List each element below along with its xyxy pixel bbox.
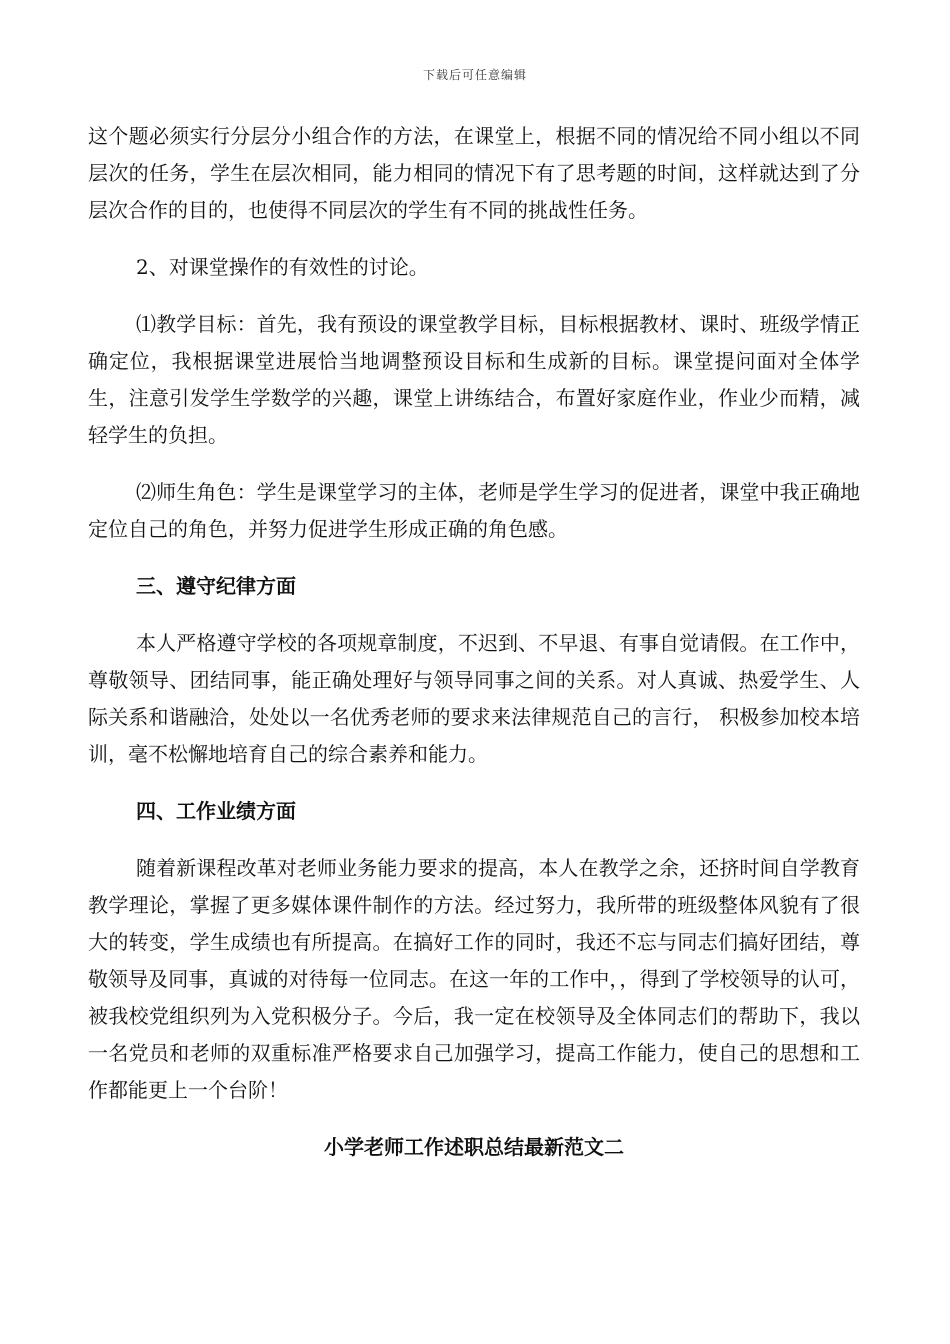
section-heading-achievements: 四、工作业绩方面 [136, 799, 296, 823]
section-heading-discipline: 三、遵守纪律方面 [136, 574, 296, 598]
paragraph-group-task: 这个题必须实行分层分小组合作的方法，在课堂上，根据不同的情况给不同小组以不同层次的任务，学生在层次相同，能力相同的情况下有了思考题的时间，这样就达到了分层次合作的目的，也使得不同层次的学生有不同的挑战性任务。 [88, 124, 860, 222]
document-body [88, 118, 860, 1166]
subheading-classroom-effectiveness: 2、对课堂操作的有效性的讨论。 [136, 255, 429, 279]
paragraph-teaching-goals: ⑴教学目标：首先，我有预设的课堂教学目标，目标根据教材、课时、班级学情正确定位，我根据课堂进展恰当地调整预设目标和生成新的目标。课堂提问面对全体学生，注意引发学生学数学的兴趣，课堂上讲练结合，布置好家庭作业，作业少而精，减轻学生的负担。 [88, 312, 860, 447]
next-document-title: 小学老师工作述职总结最新范文二 [324, 1135, 624, 1159]
paragraph-teacher-student-roles: ⑵师生角色：学生是课堂学习的主体，老师是学生学习的促进者，课堂中我正确地定位自己的角色，并努力促进学生形成正确的角色感。 [88, 480, 860, 541]
paragraph-achievements: 随着新课程改革对老师业务能力要求的提高，本人在教学之余，还挤时间自学教育教学理论，掌握了更多媒体课件制作的方法。经过努力，我所带的班级整体风貌有了很大的转变，学生成绩也有所提高。在搞好工作的同时，我还不忘与同志们搞好团结，尊敬领导及同事，真诚的对待每一位同志。在这一年的工作中，，得到了学校领导的认可，被我校党组织列为入党积极分子。今后，我一定在校领导及全体同志们的帮助下，我以一名党员和老师的双重标准严格要求自己加强学习，提高工作能力，使自己的思想和工作都能更上一个台阶！ [88, 856, 860, 1102]
paragraph-discipline: 本人严格遵守学校的各项规章制度，不迟到、不早退、有事自觉请假。在工作中，尊敬领导、团结同事，能正确处理好与领导同事之间的关系。对人真诚、热爱学生、人际关系和谐融洽，处处以一名优秀老师的要求来法律规范自己的言行， 积极参加校本培训，毫不松懈地培育自己的综合素养和能力。 [88, 631, 860, 766]
page-header: 下载后可任意编辑 [422, 68, 527, 82]
